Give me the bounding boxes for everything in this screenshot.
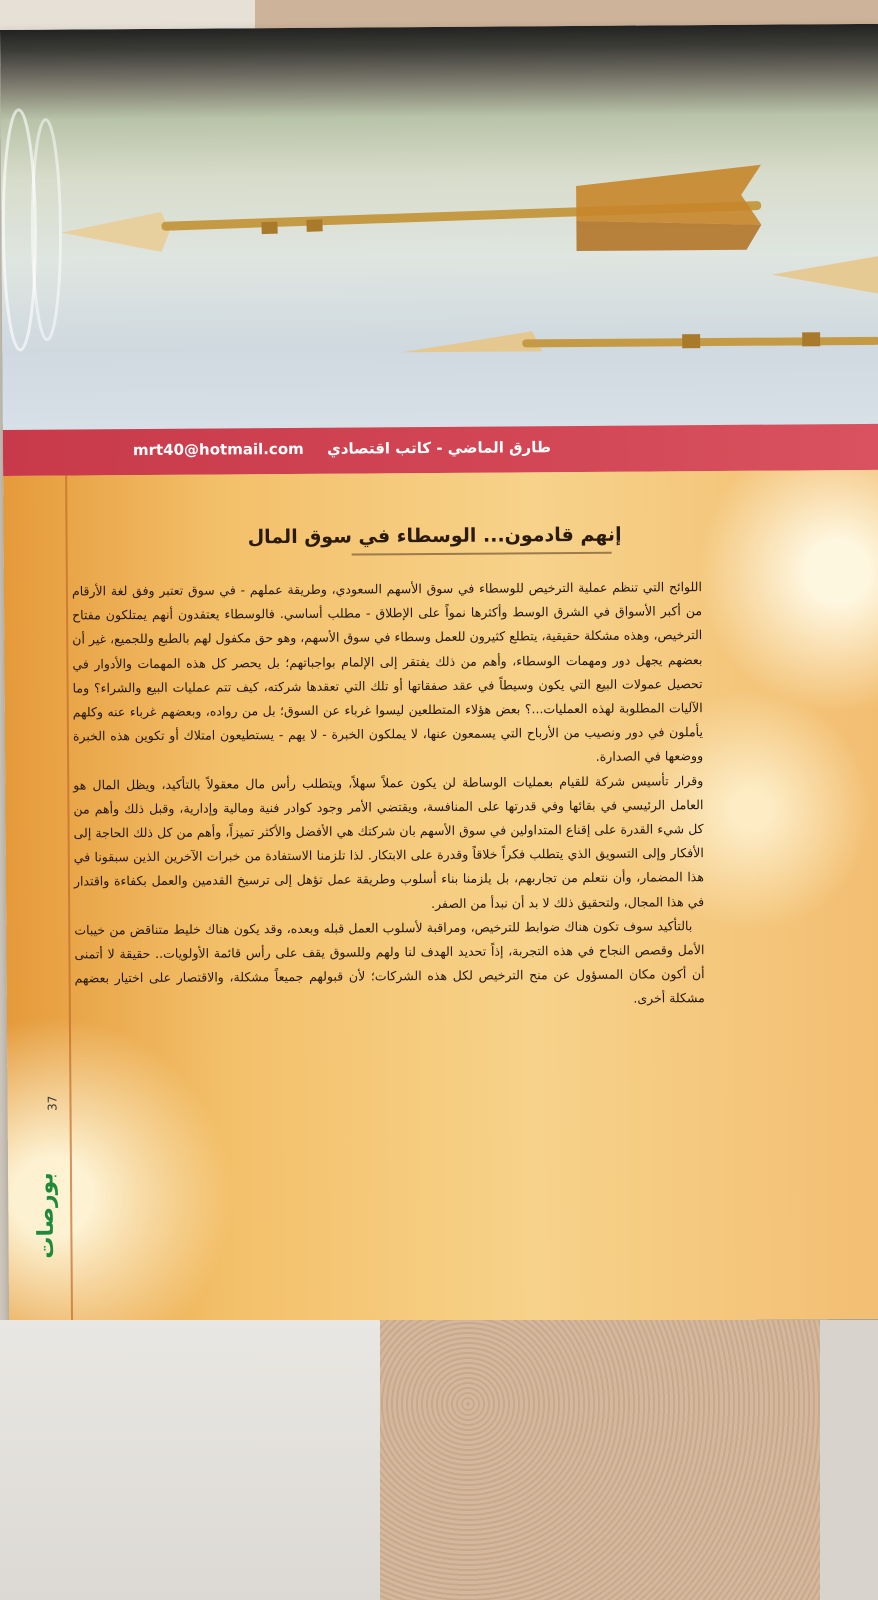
- article-paragraph: اللوائح التي تنظم عملية الترخيص للوسطاء في سوق الأسهم السعودي، وطريقة عملهم - في سوق تعتبر وفق لغة الأرقام من أكبر الأسواق في الشرق الوسط وأكثرها نمواً على الإطلاق - مطلب أساسي. فالوسطاء يعتقدون أنهم يمتلكون مفتاح الترخيص، وهذه مشكلة حقيقية، يتطلع كثيرون للعمل وسطاء في سوق الأسهم، وهو حق مكفول لهم بالطبع وللجميع، غير أن بعضهم يجهل دور ومهمات الوسطاء، وأهم من ذلك يفتقر إلى الإلمام بواجباتهم؛ بل يحصر كل هذه المهمات والأدوار في تحصيل عمولات البيع التي يكون وسيطاً في عقد صفقاتها أو تلك التي تعقدها شركته، كيف تتم عمليات البيع والشراء؟ وما الآليات المطلوبة لهذه العمليات...؟ بعض هؤلاء المتطلعين ليسوا غرباء عن السوق؛ بل من رواده، وبعضهم غرباء عنه وكلهم يأملون في دور ونصيب من الأرباح التي يسمعون عنها، لا يملكون الخبرة - لا يهم - يستطيعون امتلاك أو تكوين هذه الخبرة ووضعها في الصدارة.: [71, 579, 704, 765]
- magazine-logo: بورصات: [33, 1172, 60, 1259]
- headline-underline: [352, 552, 612, 556]
- hero-image-arrows: [0, 24, 878, 430]
- floor-tile: [380, 1320, 820, 1600]
- author-banner: [3, 424, 878, 476]
- magazine-page: [0, 24, 878, 1325]
- article-body-area: [3, 470, 878, 1325]
- floor-tile: [820, 1320, 878, 1600]
- floor-tile: [0, 1320, 380, 1600]
- article-paragraph: بالتأكيد سوف تكون هناك ضوابط للترخيص، ومراقبة لأسلوب العمل قبله وبعده، وقد يكون هناك خليط متناقض من خيبات الأمل وقصص النجاح في هذه التجربة، إذاً تحديد الهدف لنا ولهم وللسوق يقف على رأس قائمة الأولويات.. حقيقة لا أتمنى أن أكون مكان المسؤول عن منح الترخيص لكل هذه الشركات؛ لأن قبولهم جميعاً مشكلة، والاقتصار على اختيار بعضهم مشكلة أخرى.: [74, 918, 705, 1007]
- author-email: mrt40@hotmail.com: [132, 439, 304, 460]
- author-byline: طارق الماضي - كاتب اقتصادي: [326, 438, 551, 458]
- article-paragraph: وقرار تأسيس شركة للقيام بعمليات الوساطة لن يكون عملاً سهلاً، ويتطلب رأس مال معقولاً بالتأكيد، ويظل المال هو العامل الرئيسي في بقائها وفي قدرتها على المنافسة، ويقتضي الأمر وجود كوادر فنية ومالية وإدارية، وقبل ذلك وأهم من كل شيء القدرة على إقناع المتداولين في سوق الأسهم بان شركتك هي الأفضل والأكثر تميزاً، وأهم من كل ذلك الحاجة إلى الأفكار وإلى التسويق الذي يتطلب فكراً خلاقاً وقدرة على الابتكار. لذا تلزمنا الاستفادة من خبرات الآخرين الذين سبقونا في هذا المضمار، وأن نتعلم من تجاربهم، بل يلزمنا بناء أسلوب وطريقة عمل تؤهل إلى ترسيخ القدمين والعمل بكفاءة واقتدار في هذا المجال، ولتحقيق ذلك لا بد أن نبدأ من الصفر.: [73, 772, 705, 911]
- arrows-illustration: [0, 24, 878, 430]
- article-headline: إنهم قادمون... الوسطاء في سوق المال: [247, 523, 622, 549]
- article-text: [72, 575, 705, 1015]
- page-number: 37: [45, 1095, 60, 1111]
